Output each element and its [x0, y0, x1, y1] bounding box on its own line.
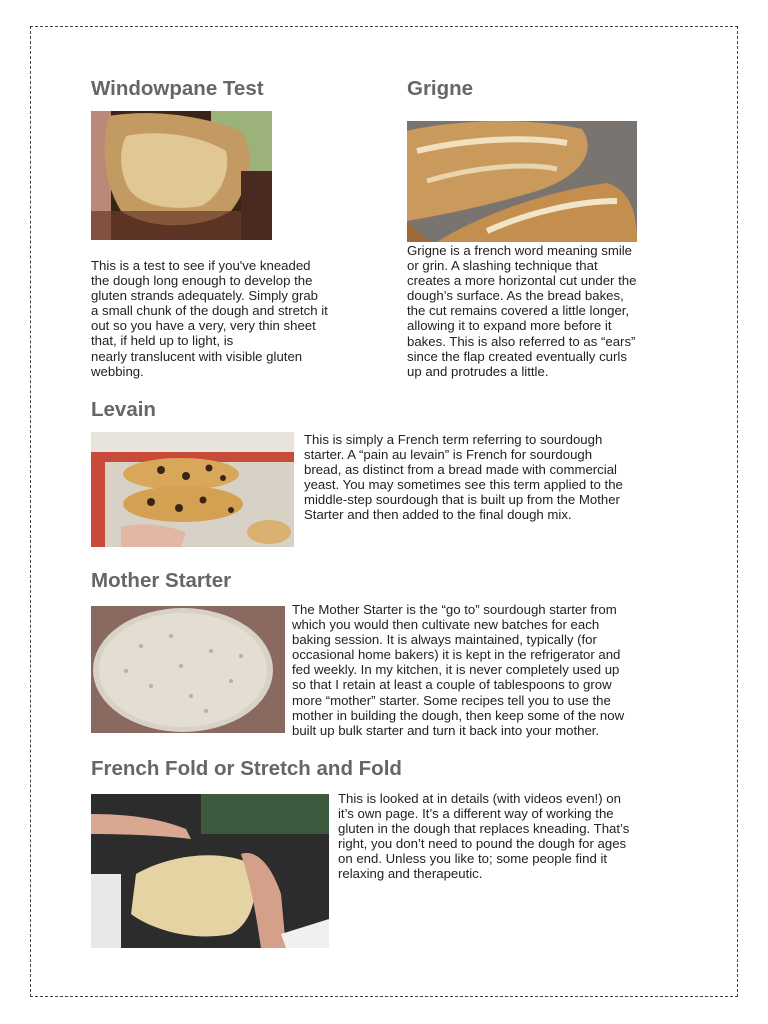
grigne-line: since the flap created eventually curls: [407, 348, 627, 364]
french-fold-line: This is looked at in details (with videos even!) on: [338, 791, 621, 806]
mother-starter-photo: [91, 606, 285, 733]
windowpane-photo: [91, 111, 272, 240]
grigne-line: up and protrudes a little.: [407, 363, 549, 379]
french-fold-line: gluten in the dough that replaces kneading. That’s: [338, 821, 630, 837]
grigne-line: or grin. A slashing technique that: [407, 258, 598, 274]
grigne-line: creates a more horizontal cut under the: [407, 273, 637, 289]
windowpane-line: that, if held up to light, is: [91, 333, 234, 349]
levain-line: middle-step sourdough that is built up from the Mother: [304, 492, 620, 508]
grigne-line: dough’s surface. As the bread bakes,: [407, 288, 624, 304]
levain-line: starter. A “pain au levain” is French for sourdough: [304, 447, 593, 463]
grigne-paragraph: [407, 243, 636, 379]
mother-line: which you would then cultivate new batches for each: [292, 617, 600, 633]
mother-line: so that I retain at least a couple of tablespoons to grow: [292, 677, 612, 693]
mother-line: fed weekly. In my kitchen, it is never completely used up: [292, 662, 620, 678]
levain-line: Starter and then added to the final dough mix.: [304, 507, 572, 523]
windowpane-line: the dough long enough to develop the: [91, 273, 313, 289]
grigne-line: Grigne is a french word meaning smile: [407, 243, 633, 258]
french-fold-line: right, you don’t need to pound the dough for ages: [338, 836, 627, 852]
mother-line: built up bulk starter and turn it back into your mother.: [292, 722, 600, 738]
heading-mother-starter: Mother Starter: [91, 569, 232, 592]
windowpane-line: This is a test to see if you've kneaded: [91, 258, 311, 273]
windowpane-paragraph: [91, 258, 328, 379]
heading-grigne: Grigne: [407, 77, 474, 100]
mother-line: more “mother” starter. Some recipes tell you to use the: [292, 692, 611, 708]
grigne-line: bakes. This is also referred to as “ears”: [407, 333, 636, 349]
french-fold-paragraph: [338, 791, 629, 882]
heading-windowpane-test: Windowpane Test: [91, 77, 264, 100]
french-fold-photo: [91, 794, 329, 948]
mother-line: mother in building the dough, then keep some of the now: [292, 707, 625, 723]
grigne-photo: [407, 121, 637, 242]
mother-line: The Mother Starter is the “go to” sourdough starter from: [292, 602, 617, 617]
mother-line: baking session. It is always maintained, typically (for: [292, 632, 597, 648]
levain-photo: [91, 432, 294, 547]
windowpane-line: webbing.: [91, 363, 144, 379]
windowpane-line: nearly translucent with visible gluten: [91, 348, 303, 364]
grigne-line: the cut remains covered a little longer,: [407, 303, 630, 319]
mother-starter-paragraph: [292, 602, 624, 738]
levain-paragraph: [304, 432, 623, 523]
windowpane-line: out so you have a very, very thin sheet: [91, 318, 316, 334]
windowpane-line: a small chunk of the dough and stretch it: [91, 303, 328, 319]
mother-line: occasional home bakers) it is kept in the refrigerator and: [292, 647, 621, 663]
grigne-line: allowing it to expand more before it: [407, 318, 612, 334]
windowpane-line: gluten strands adequately. Simply grab: [91, 288, 319, 304]
french-fold-line: on end. Unless you like to; some people find it: [338, 851, 608, 867]
heading-levain: Levain: [91, 398, 156, 421]
levain-line: This is simply a French term referring to sourdough: [304, 432, 603, 447]
heading-french-fold: French Fold or Stretch and Fold: [91, 757, 402, 780]
french-fold-line: it’s own page. It’s a different way of working the: [338, 806, 614, 822]
french-fold-line: relaxing and therapeutic.: [338, 866, 483, 882]
levain-line: bread, as distinct from a bread made with commercial: [304, 462, 617, 478]
levain-line: yeast. You may sometimes see this term applied to the: [304, 477, 623, 493]
